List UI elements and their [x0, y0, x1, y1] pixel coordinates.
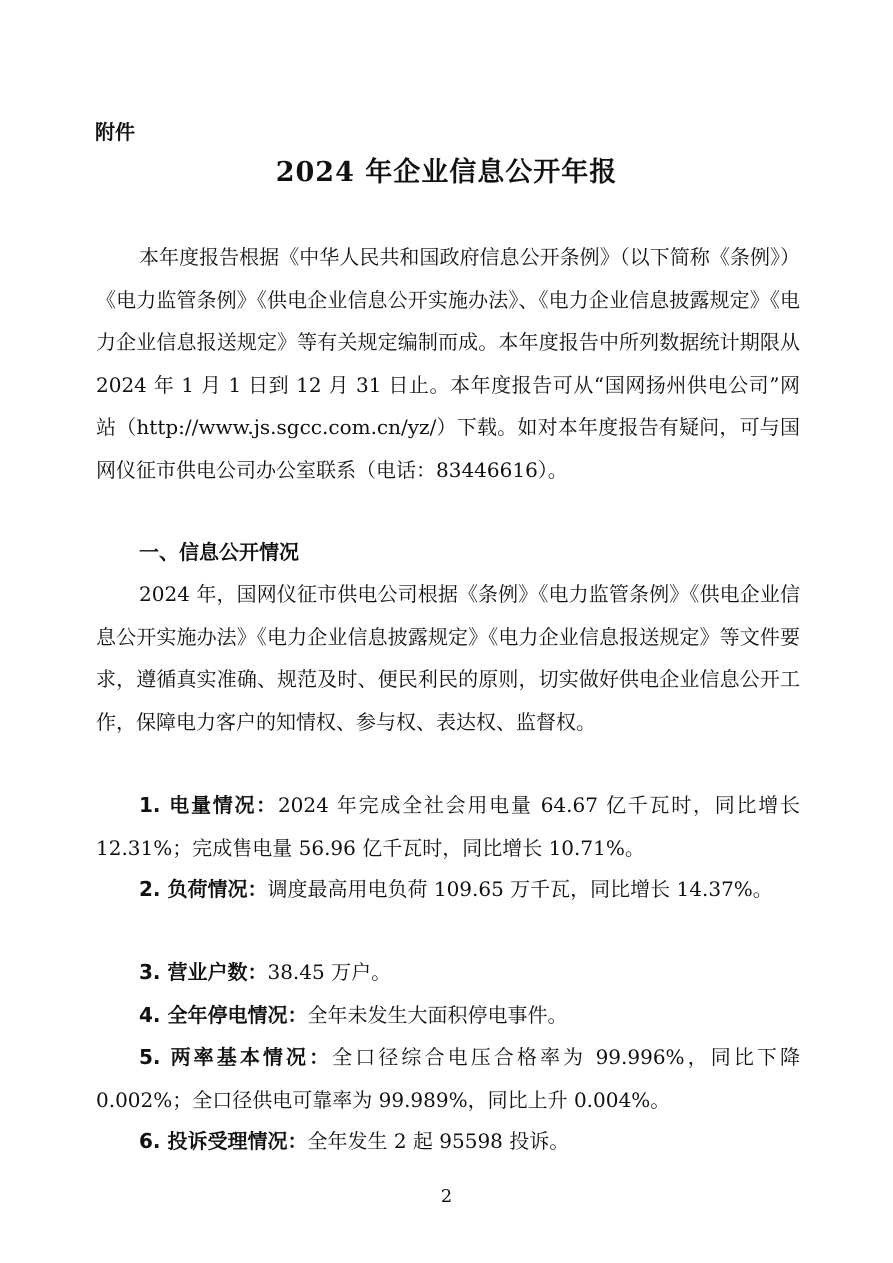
item-text: 2024 年完成全社会用电量 64.67 亿千瓦时，同比增长 12.31%；完成售电量 56.96 亿千瓦时，同比增长 10.71%。 [96, 793, 800, 860]
item-text: 38.45 万户。 [267, 960, 392, 984]
list-item [96, 1036, 800, 1121]
section-body: 2024 年，国网仪征市供电公司根据《条例》《电力监管条例》《供电企业信息公开实施办法》《电力企业信息披露规定》《电力企业信息报送规定》等文件要求，遵循真实准确、规范及时、便民利民的原则，切实做好供电企业信息公开工作，保障电力客户的知情权、参与权、表达权、监督权。 [96, 582, 800, 734]
list-item [96, 994, 800, 1037]
item-text: 全年未发生大面积停电事件。 [307, 1003, 568, 1027]
section-heading: 一、信息公开情况 [139, 540, 299, 564]
item-label: 1. 电量情况： [139, 793, 278, 817]
intro-paragraph: 本年度报告根据《中华人民共和国政府信息公开条例》（以下简称《条例》）《电力监管条例》《供电企业信息公开实施办法》、《电力企业信息披露规定》《电力企业信息报送规定》等有关规定编制而成。本年度报告中所列数据统计期限从 2024 年 1 月 1 日到 12 月 31 日止。本年度报告可从“国网扬州供电公司”网站（http://www.js.sgcc.com.cn/yz/）下载。如对本年度报告有疑问，可与国网仪征市供电公司办公室联系（电话：83446616）。 [96, 245, 800, 482]
list-item [96, 868, 800, 911]
item-label: 3. 营业户数： [139, 960, 268, 984]
list-item [96, 1120, 800, 1163]
item-text: 全口径综合电压合格率为 99.996%，同比下降 0.002%；全口径供电可靠率为 99.989%，同比上升 0.004%。 [96, 1045, 800, 1112]
item-label: 2. 负荷情况： [139, 877, 268, 901]
attachment-label: 附件 [95, 120, 135, 144]
item-label: 4. 全年停电情况： [139, 1003, 308, 1027]
list-item [96, 951, 800, 994]
item-label: 6. 投诉受理情况： [139, 1129, 308, 1153]
item-label: 5. 两率基本情况： [139, 1045, 333, 1069]
item-text: 全年发生 2 起 95598 投诉。 [307, 1129, 570, 1153]
item-text: 调度最高用电负荷 109.65 万千瓦，同比增长 14.37%。 [267, 877, 773, 901]
page-title: 2024 年企业信息公开年报 [275, 157, 618, 188]
list-item [96, 784, 800, 869]
page-number: 2 [440, 1186, 453, 1207]
